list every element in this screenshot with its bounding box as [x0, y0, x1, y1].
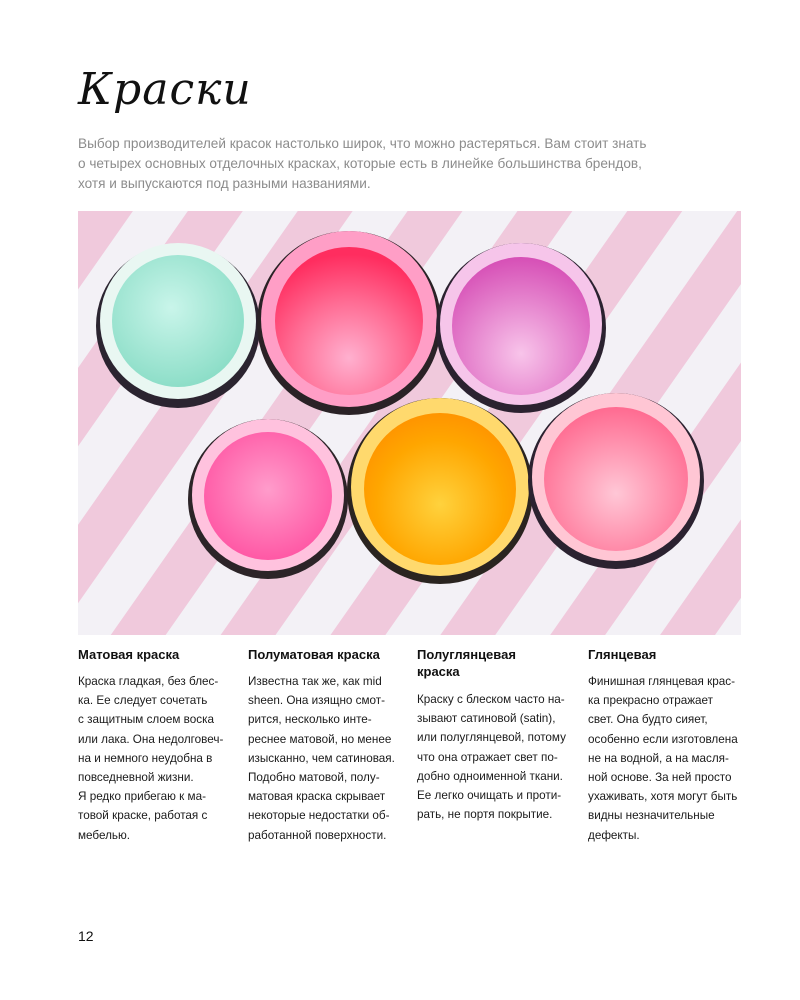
heading-line: Полуглянцевая: [417, 647, 516, 662]
text-line: с защитным слоем воска: [78, 713, 214, 727]
paint-can-rose: [528, 393, 704, 569]
heading-line: краска: [417, 664, 460, 679]
paint-can-mint: [96, 243, 260, 408]
text-line: зывают сатиновой (satin),: [417, 712, 556, 726]
intro-line: хотя и выпускаются под разными названиями.: [78, 176, 371, 191]
text-line: мебелью.: [78, 828, 130, 842]
text-line: sheen. Она изящно смот-: [248, 694, 386, 708]
text-line: изысканно, чем сатиновая.: [248, 751, 395, 765]
text-line: Ее легко очищать и проти-: [417, 789, 562, 803]
text-line: что она отражает свет по-: [417, 750, 558, 764]
paint-cans-illustration: [78, 211, 741, 635]
text-line: рится, несколько инте-: [248, 713, 372, 727]
paint-type-eggshell: [248, 646, 410, 845]
text-line: Подобно матовой, полу-: [248, 771, 380, 785]
paint-surface: [452, 257, 590, 395]
text-line: или лака. Она недолговеч-: [78, 732, 224, 746]
text-line: товой краске, работая с: [78, 809, 208, 823]
text-line: свет. Она будто сияет,: [588, 713, 708, 727]
text-line: ка. Ее следует сочетать: [78, 694, 208, 708]
paint-can-coral: [257, 231, 441, 415]
text-line: матовая краска скрывает: [248, 790, 386, 804]
column-heading: Глянцевая: [588, 647, 657, 662]
text-line: реснее матовой, но менее: [248, 732, 392, 746]
column-heading: Матовая краска: [78, 647, 180, 662]
paint-surface: [204, 432, 332, 560]
text-line: ка прекрасно отражает: [588, 694, 713, 708]
paint-type-matte: [78, 646, 240, 845]
paint-cans-photo: [78, 211, 741, 635]
text-line: видны незначительные: [588, 809, 715, 823]
text-line: Краска гладкая, без блес-: [78, 675, 219, 688]
text-line: ной основе. За ней просто: [588, 771, 732, 785]
paint-surface: [364, 413, 516, 565]
text-line: дефекты.: [588, 828, 640, 842]
paint-can-orange: [347, 398, 533, 584]
text-line: Я редко прибегаю к ма-: [78, 790, 206, 804]
text-line: рать, не портя покрытие.: [417, 808, 553, 822]
text-line: или полуглянцевой, потому: [417, 731, 566, 745]
column-text: [417, 690, 579, 824]
text-line: работанной поверхности.: [248, 828, 387, 842]
intro-line: о четырех основных отделочных красках, которые есть в линейке большинства брендов,: [78, 156, 642, 171]
paint-surface: [275, 247, 423, 395]
paint-can-pink: [188, 419, 348, 579]
text-line: Финишная глянцевая крас-: [588, 675, 735, 688]
text-line: добно одноименной ткани.: [417, 769, 563, 783]
page-title: Краски: [78, 64, 252, 115]
intro-paragraph: [78, 134, 698, 194]
text-line: особенно если изготовлена: [588, 732, 738, 746]
text-line: на и немного неудобна в: [78, 751, 213, 765]
column-text: [588, 672, 750, 845]
text-line: повседневной жизни.: [78, 771, 194, 785]
paint-type-satin: [417, 646, 579, 824]
text-line: некоторые недостатки об-: [248, 809, 390, 823]
intro-line: Выбор производителей красок настолько широк, что можно растеряться. Вам стоит знать: [78, 136, 647, 151]
column-text: [248, 672, 410, 845]
text-line: ухаживать, хотя могут быть: [588, 790, 738, 804]
column-heading: Полуматовая краска: [248, 647, 380, 662]
column-heading: [417, 646, 579, 680]
paint-can-magenta: [436, 243, 606, 413]
text-line: Краску с блеском часто на-: [417, 693, 565, 706]
paint-surface: [544, 407, 688, 551]
text-line: не на водной, а на масля-: [588, 751, 729, 765]
paint-surface: [112, 255, 244, 387]
page-number: 12: [78, 928, 94, 944]
text-line: Известна так же, как mid: [248, 675, 382, 688]
column-text: [78, 672, 240, 845]
paint-type-gloss: [588, 646, 750, 845]
